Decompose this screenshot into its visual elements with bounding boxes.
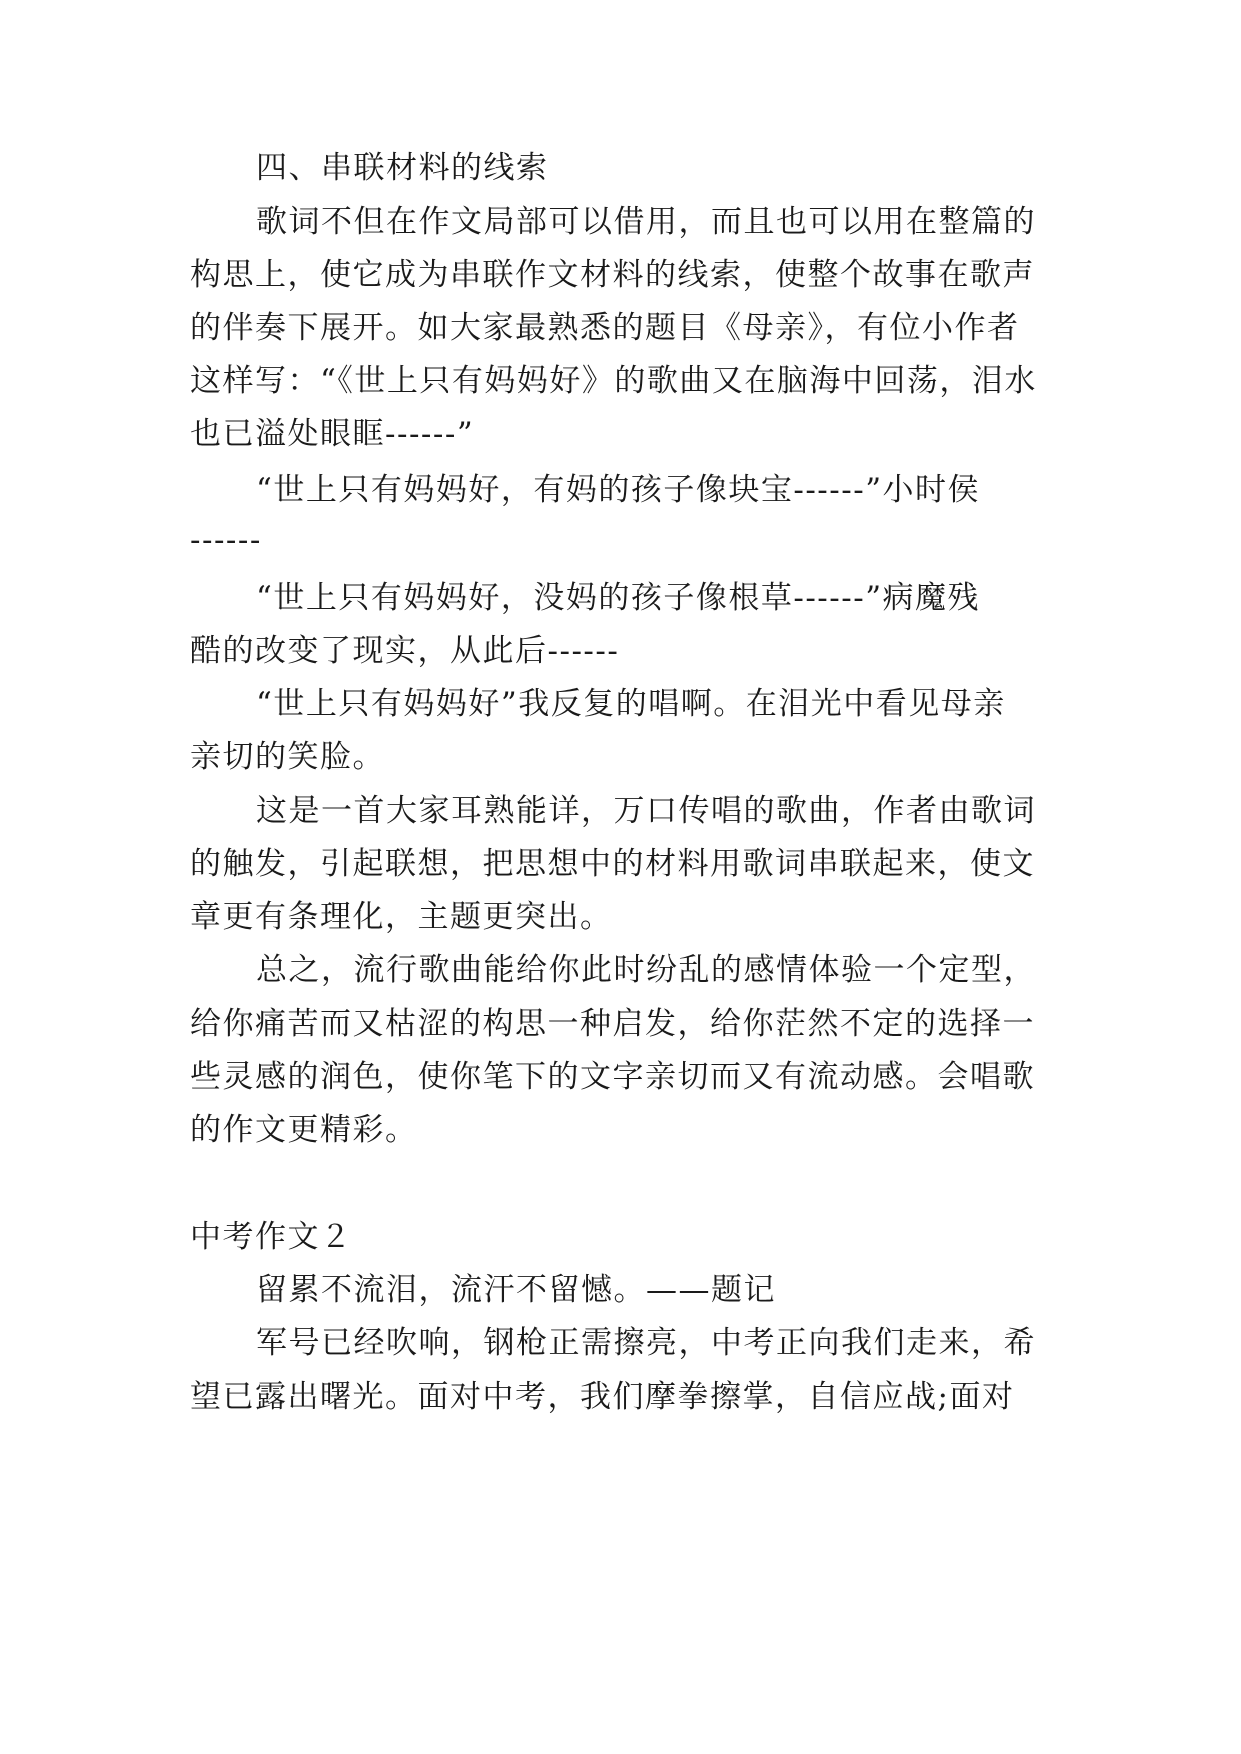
paragraph-line: 章更有条理化，主题更突出。 xyxy=(190,899,613,935)
paragraph-line: ------ xyxy=(190,522,262,558)
section-heading: 四、串联材料的线索 xyxy=(256,150,549,186)
paragraph-line: 的触发，引起联想，把思想中的材料用歌词串联起来，使文 xyxy=(190,846,1035,882)
article-title: 中考作文２ xyxy=(190,1219,353,1255)
paragraph-line: 望已露出曙光。面对中考，我们摩拳擦掌，自信应战;面对 xyxy=(190,1379,1015,1415)
paragraph-line: 这是一首大家耳熟能详，万口传唱的歌曲，作者由歌词 xyxy=(256,793,1036,829)
paragraph-line: “世上只有妈妈好，没妈的孩子像根草------”病魔残 xyxy=(256,580,981,616)
paragraph-line: 酷的改变了现实，从此后------ xyxy=(190,633,620,669)
paragraph-line: 构思上，使它成为串联作文材料的线索，使整个故事在歌声 xyxy=(190,257,1035,293)
paragraph-line: 给你痛苦而又枯涩的构思一种启发，给你茫然不定的选择一 xyxy=(190,1006,1035,1042)
paragraph-line: 的伴奏下展开。如大家最熟悉的题目《母亲》，有位小作者 xyxy=(190,310,1020,346)
paragraph-line: 些灵感的润色，使你笔下的文字亲切而又有流动感。会唱歌 xyxy=(190,1059,1035,1095)
paragraph-line: 也已溢处眼眶------” xyxy=(190,416,475,452)
paragraph-line: 亲切的笑脸。 xyxy=(190,739,385,775)
paragraph-line: 这样写：“《世上只有妈妈好》的歌曲又在脑海中回荡，泪水 xyxy=(190,363,1037,399)
paragraph-line: “世上只有妈妈好，有妈的孩子像块宝------”小时侯 xyxy=(256,472,981,508)
paragraph-line: 歌词不但在作文局部可以借用，而且也可以用在整篇的 xyxy=(256,204,1036,240)
paragraph-line: 军号已经吹响，钢枪正需擦亮，中考正向我们走来，希 xyxy=(256,1325,1036,1361)
paragraph-line: 总之，流行歌曲能给你此时纷乱的感情体验一个定型， xyxy=(256,952,1036,988)
epigraph: 留累不流泪，流汗不留憾。——题记 xyxy=(256,1272,776,1308)
paragraph-line: 的作文更精彩。 xyxy=(190,1112,418,1148)
paragraph-line: “世上只有妈妈好”我反复的唱啊。在泪光中看见母亲 xyxy=(256,686,1006,722)
